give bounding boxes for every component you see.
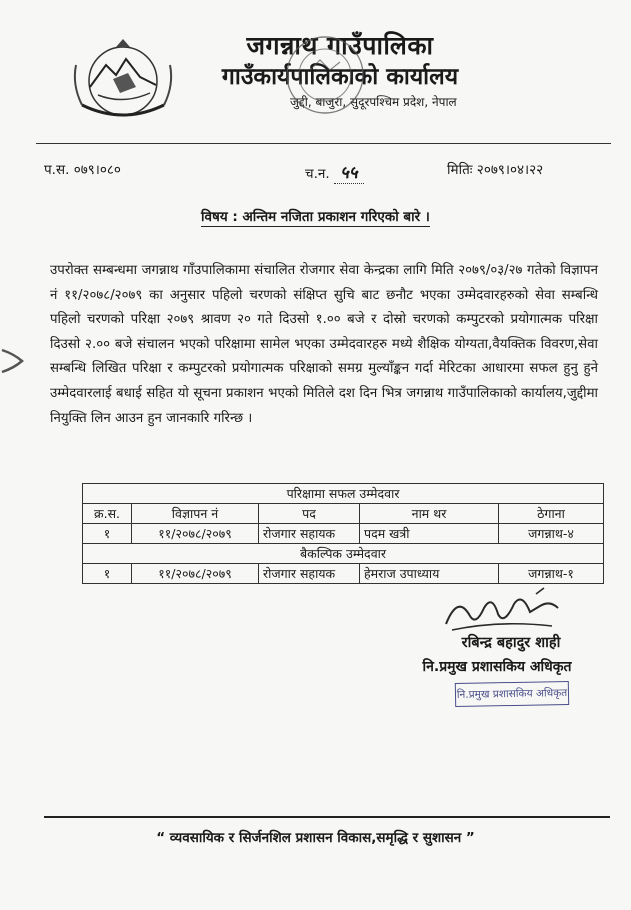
cell-serial: १ bbox=[83, 564, 132, 584]
cell-address: जगन्नाथ-१ bbox=[499, 564, 604, 584]
results-table bbox=[82, 483, 604, 584]
cell-serial: १ bbox=[83, 524, 132, 544]
ps-value: ०७९।०८० bbox=[73, 162, 121, 178]
header-post: पद bbox=[259, 504, 360, 524]
designation-stamp: नि.प्रमुख प्रशासकिय अधिकृत bbox=[455, 681, 569, 707]
date-label: मितिः bbox=[447, 162, 473, 178]
header-serial: क्र.स. bbox=[83, 504, 132, 524]
dispatch-number bbox=[305, 160, 364, 183]
reference-number bbox=[44, 160, 121, 178]
subject-label: विषय : bbox=[201, 209, 238, 225]
cell-post: रोजगार सहायक bbox=[259, 524, 360, 544]
alternate-section-heading: बैकल्पिक उम्मेदवार bbox=[83, 544, 604, 564]
table-row bbox=[83, 564, 604, 584]
org-name: जगन्नाथ गाउँपालिका bbox=[246, 31, 434, 60]
cn-value: ५५ bbox=[334, 163, 364, 184]
header-address: ठेगाना bbox=[499, 504, 604, 524]
subject-text: अन्तिम नजिता प्रकाशन गरिएको बारे । bbox=[242, 209, 430, 225]
footer-motto: “ व्यवसायिक र सिर्जनशिल प्रशासन विकास,समृद्धि र सुशासन ” bbox=[156, 830, 475, 846]
signer-title: नि.प्रमुख प्रशासकिय अधिकृत bbox=[422, 659, 572, 675]
footer-divider bbox=[44, 816, 610, 818]
header-divider bbox=[36, 143, 611, 144]
cell-post: रोजगार सहायक bbox=[259, 564, 360, 584]
cell-address: जगन्नाथ-४ bbox=[499, 524, 604, 544]
office-seal-icon bbox=[280, 30, 370, 120]
cell-name: पदम खत्री bbox=[360, 524, 499, 544]
ps-label: प.स. bbox=[44, 162, 70, 178]
header-advertisement-number: विज्ञापन नं bbox=[132, 504, 259, 524]
office-name: गाउँकार्यपालिकाको कार्यालय bbox=[221, 64, 459, 90]
success-section-heading: परिक्षामा सफल उम्मेदवार bbox=[83, 484, 604, 504]
letter-date bbox=[447, 160, 543, 178]
signer-name: रबिन्द्र बहादुर शाही bbox=[461, 635, 561, 651]
handwritten-signature-icon bbox=[440, 586, 570, 636]
table-row bbox=[83, 524, 604, 544]
nepal-emblem-icon bbox=[68, 35, 178, 125]
cn-label: च.न. bbox=[305, 166, 330, 182]
header-name: नाम थर bbox=[360, 504, 499, 524]
letter-body: उपरोक्त सम्बन्धमा जगन्नाथ गाँउपालिकामा संचालित रोजगार सेवा केन्द्रका लागि मिति २०७९/०३/२७ गतेको विज्ञापन नं ११/२०७८/२०७९ का अनुसार पहिलो चरणको संक्षिप्त सुचि बाट छनौट भएका उम्मेदवारहरुको सेवा सम्बन्धि पहिलो चरणको परिक्षा २०७९ श्रावण २० गते दिउसो १.०० बजे र दोस्रो चरणको कम्पुटरको प्रयोगात्मक परिक्षा दिउसो २.०० बजे संचालन भएको परिक्षामा सामेल भएका उम्मेदवारहरु मध्ये शैक्षिक योग्यता,वैयक्तिक विवरण,सेवा सम्बन्धि लिखित परिक्षा र कम्पुटरको प्रयोगात्मक परिक्षाको समग्र मुल्याँङ्कन गर्दा मेरिटका आधारमा सफल हुनु हुने उम्मेदवारलाई बधाई सहित यो सूचना प्रकाशन भएको मितिले दश दिन भित्र जगन्नाथ गाउँपालिकाको कार्यालय,जुद्दीमा नियुक्ति लिन आउन हुन जानकारि गरिन्छ । bbox=[50, 263, 598, 426]
punch-hole-icon bbox=[0, 348, 26, 374]
date-value: २०७९।०४।२२ bbox=[476, 162, 544, 178]
cell-advertisement-number: ११/२०७८/२०७९ bbox=[132, 564, 259, 584]
cell-advertisement-number: ११/२०७८/२०७९ bbox=[132, 524, 259, 544]
table-header-row bbox=[83, 504, 604, 524]
office-address: जुद्दी, बाजुरा, सुदूरपश्चिम प्रदेश, नेपाल bbox=[290, 95, 457, 109]
cell-name: हेमराज उपाध्याय bbox=[360, 564, 499, 584]
subject-line bbox=[0, 207, 631, 225]
